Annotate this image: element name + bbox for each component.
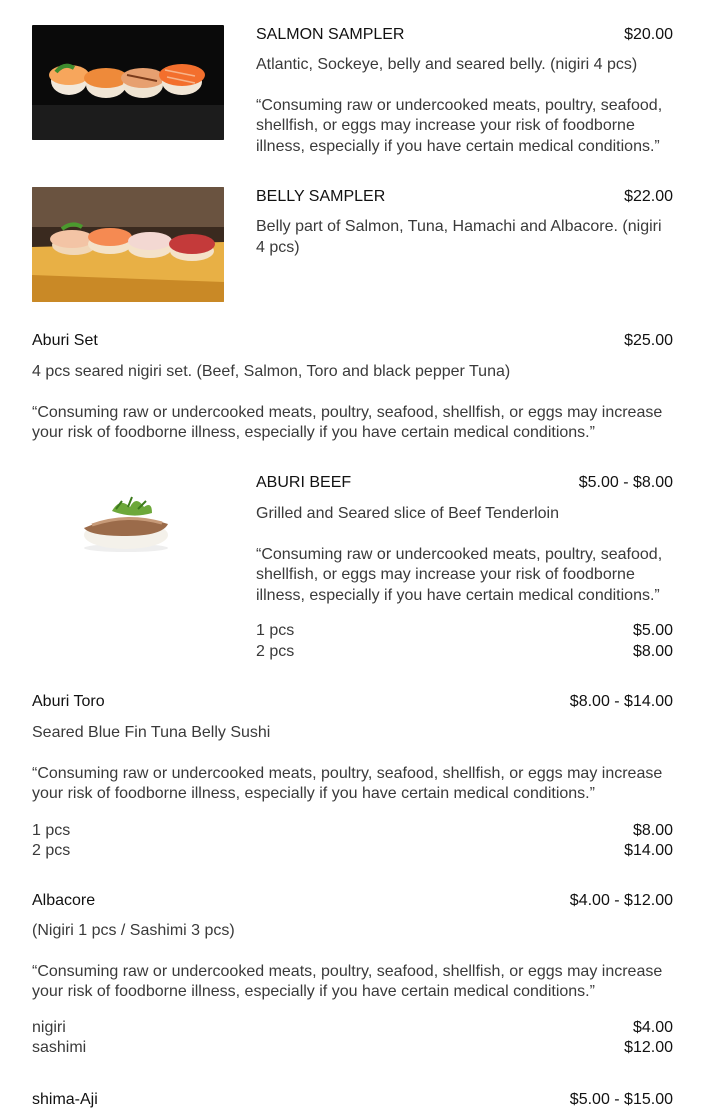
option-label: 2 pcs [32, 842, 71, 859]
item-price: $5.00 - $15.00 [569, 1091, 673, 1108]
option-row[interactable] [32, 821, 673, 842]
albacore-details [32, 891, 673, 1059]
item-options [256, 621, 673, 662]
item-description: Seared Blue Fin Tuna Belly Sushi [32, 724, 271, 741]
item-price: $25.00 [624, 332, 673, 349]
menu-item-shima-aji[interactable] [32, 1090, 673, 1112]
item-name: shima-Aji [32, 1091, 98, 1108]
item-warning: “Consuming raw or undercooked meats, poultry, seafood, shellfish, or eggs may increase your risk of foodborne illness, especially if you have certain medical conditions.” [32, 403, 663, 441]
salmon-sampler-photo[interactable] [32, 25, 224, 140]
menu-item-aburi-toro[interactable] [32, 692, 673, 862]
option-label: 2 pcs [256, 642, 295, 660]
option-label: nigiri [32, 1018, 66, 1036]
option-label: 1 pcs [32, 821, 71, 839]
item-warning: “Consuming raw or undercooked meats, poultry, seafood, shellfish, or eggs may increase your risk of foodborne illness, especially if you have certain medical conditions.” [32, 764, 663, 802]
menu-item-belly-sampler[interactable] [32, 187, 673, 303]
option-price: $14.00 [624, 842, 673, 859]
option-row[interactable] [32, 1038, 673, 1059]
menu-item-albacore[interactable] [32, 891, 673, 1061]
item-name: Albacore [32, 892, 96, 909]
item-options [32, 1018, 673, 1059]
option-row[interactable] [32, 841, 673, 862]
menu-item-aburi-beef[interactable] [32, 473, 673, 663]
option-price: $8.00 [632, 821, 673, 839]
salmon-sampler-details [256, 25, 673, 157]
menu-item-aburi-set[interactable] [32, 331, 673, 446]
item-description: (Nigiri 1 pcs / Sashimi 3 pcs) [32, 922, 235, 939]
menu-item-salmon-sampler[interactable] [32, 25, 673, 165]
option-label: sashimi [32, 1039, 87, 1056]
item-price: $22.00 [624, 188, 673, 205]
item-price: $8.00 - $14.00 [569, 693, 673, 710]
aburi-set-details [32, 331, 673, 444]
item-price: $5.00 - $8.00 [578, 474, 673, 491]
item-options [32, 821, 673, 862]
item-description: 4 pcs seared nigiri set. (Beef, Salmon, Toro and black pepper Tuna) [32, 363, 511, 380]
option-price: $8.00 [632, 642, 673, 660]
belly-sampler-details [256, 187, 673, 258]
item-name: Aburi Set [32, 332, 98, 349]
belly-sampler-photo[interactable] [32, 187, 224, 302]
item-name: BELLY SAMPLER [256, 188, 386, 205]
option-price: $5.00 [632, 622, 673, 639]
shima-aji-details [32, 1090, 673, 1110]
item-name: Aburi Toro [32, 693, 105, 710]
option-price: $12.00 [624, 1039, 673, 1056]
aburi-beef-details [256, 473, 673, 662]
item-warning: “Consuming raw or undercooked meats, poultry, seafood, shellfish, or eggs may increase your risk of foodborne illness, especially if you have certain medical conditions.” [32, 962, 663, 1000]
item-description: Belly part of Salmon, Tuna, Hamachi and Albacore. (nigiri 4 pcs) [256, 218, 662, 256]
item-name: SALMON SAMPLER [256, 26, 405, 43]
aburi-toro-details [32, 692, 673, 862]
item-warning: “Consuming raw or undercooked meats, poultry, seafood, shellfish, or eggs may increase your risk of foodborne illness, especially if you have certain medical conditions.” [256, 545, 663, 604]
item-name: ABURI BEEF [256, 474, 352, 491]
option-price: $4.00 [632, 1018, 673, 1036]
item-description: Grilled and Seared slice of Beef Tenderloin [256, 505, 559, 522]
item-price: $4.00 - $12.00 [569, 892, 673, 909]
aburi-beef-photo[interactable] [32, 473, 224, 588]
item-price: $20.00 [624, 26, 673, 43]
item-description: Atlantic, Sockeye, belly and seared belly. (nigiri 4 pcs) [256, 56, 638, 73]
option-row[interactable] [256, 621, 673, 642]
option-row[interactable] [256, 642, 673, 663]
option-row[interactable] [32, 1018, 673, 1039]
option-label: 1 pcs [256, 622, 295, 639]
item-warning: “Consuming raw or undercooked meats, poultry, seafood, shellfish, or eggs may increase your risk of foodborne illness, especially if you have certain medical conditions.” [256, 96, 663, 155]
